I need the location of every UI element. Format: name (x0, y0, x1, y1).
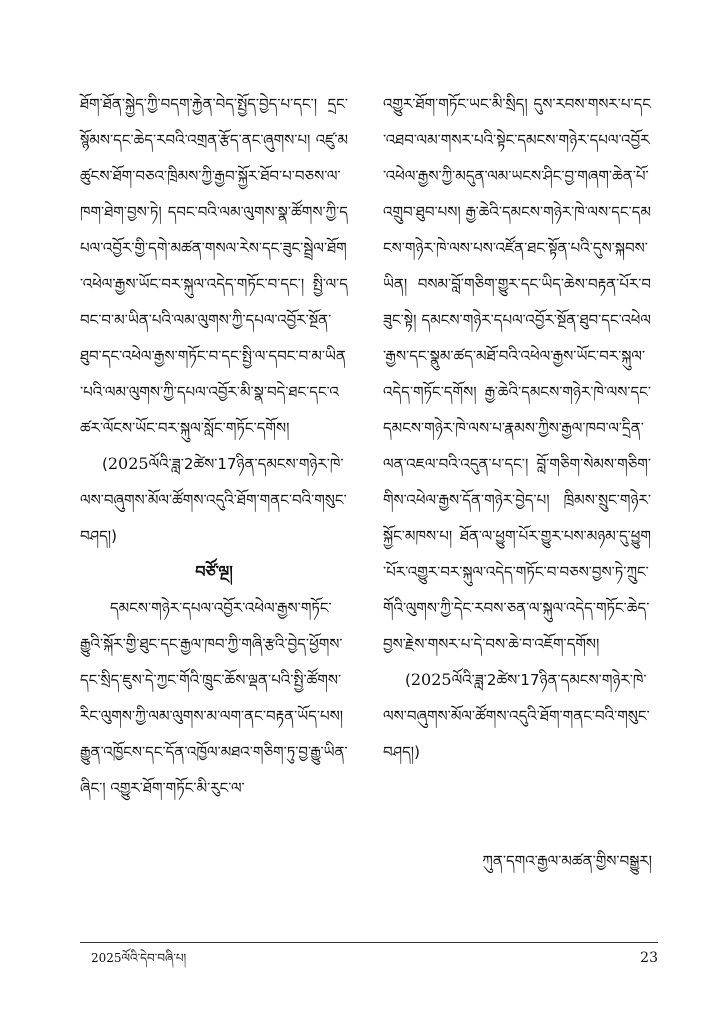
right-column (383, 86, 651, 770)
left-column (80, 86, 348, 806)
footer-divider (80, 942, 658, 943)
left-note-text: ལོའི་ཟླ་2ཚེས་17ཉིན་དམངས་གཉེར་ཁེ་ལས་བཞུགས་མོལ་ཚོགས་འདུའི་ཐོག་གནང་བའི་གསུང་བཤད།) (80, 455, 347, 545)
section-heading: བཙོ་ལྔ། (195, 562, 233, 581)
right-paragraph-1: འགྱུར་ཐོག་གཏོང་ཡང་མི་སྲིད། དུས་རབས་གསར་པ་དང་འཐབ་ལམ་གསར་པའི་སྟེང་དམངས་གཉེར་དཔལ་འབྱོར་འཕེལ་རྒྱས་ཀྱི་མདུན་ལམ་ཡངས་ཤིང་བྱ་གཞག་ཆེན་པོ་འགྲུབ་ཐུབ་པས། རྒྱ་ཆེའི་དམངས་གཉེར་ཁེ་ལས་དང་དམངས་གཉེར་ཁེ་ལས་པས་འཛོན་ཐང་སྟོན་པའི་དུས་སྐབས་ཡིན། བསམ་བློ་གཅིག་གྱུར་དང་ཡིད་ཆེས་བརྟན་པོར་བཟུང་སྟེ། དམངས་གཉེར་དཔལ་འབྱོར་སྔོན་ཐུབ་དང་འཕེལ་རྒྱས་དང་སྣུམ་ཚད་མཐོ་བའི་འཕེལ་རྒྱས་ཡོང་བར་སྐུལ་འདེད་གཏོང་དགོས། རྒྱ་ཆེའི་དམངས་གཉེར་ཁེ་ལས་དང་དམངས་གཉེར་ཁེ་ལས་པ་རྣམས་ཀྱིས་རྒྱལ་ཁབ་ལ་དྲིན་ལན་འཇལ་བའི་འདུན་པ་དང་། བློ་གཅིག་སེམས་གཅིག་གིས་འཕེལ་རྒྱས་དོན་གཉེར་བྱེད་པ། ཁྲིམས་སྲུང་གཉེར་སྐྱོང་མཁས་པ། ཐོན་ལ་ཕྱུག་པོར་གྱུར་པས་མཉམ་དུ་ཕྱུག་པོར་འགྱུར་བར་སྐུལ་འདེད་གཏོང་བ་བཅས་བྱས་ཏེ་ཀྲུང་གོའི་ལུགས་ཀྱི་དེང་རབས་ཅན་ལ་སྐུལ་འདེད་གཏོང་ཆེད་བྱས་རྗེས་གསར་པ་དེ་བས་ཆེ་བ་འཇོག་དགོས། (383, 95, 651, 653)
footer-issue: 2025ལོའི་དེབ་བཞི་པ། (91, 951, 187, 965)
translator-signature: ཀུན་དགའ་རྒྱལ་མཚན་གྱིས་བསྒྱུར། (482, 852, 652, 870)
left-source-note: (2025ལོའི་ཟླ་2ཚེས་17ཉིན་དམངས་གཉེར་ཁེ་ལས་བཞུགས་མོལ་ཚོགས་འདུའི་ཐོག་གནང་བའི་གསུང་བཤད།) (80, 454, 347, 545)
right-source-note: (2025ལོའི་ཟླ་2ཚེས་17ཉིན་དམངས་གཉེར་ཁེ་ལས་བཞུགས་མོལ་ཚོགས་འདུའི་ཐོག་གནང་བའི་གསུང་བཤད།) (383, 670, 650, 761)
page-number: 23 (640, 950, 658, 966)
right-note-year: 2025 (410, 670, 452, 689)
left-paragraph-1: ཐོག་ཐོན་སྐྱེད་ཀྱི་བདག་རྐྱེན་བེད་སྤྱོད་བྱེད་པ་དང་། དྲང་སྙོམས་དང་ཆེད་རབའི་འགྲན་རྩོད་ནང་ཞུགས་པ། འཛུ་མཚུངས་ཐོག་བཅའ་ཁྲིམས་ཀྱི་རྒྱབ་སྐྱོར་ཐོབ་པ་བཅས་ལ་ཁག་ཐེག་བྱས་ཏེ། དབང་བའི་ལམ་ལུགས་སྣ་ཚོགས་ཀྱི་དཔལ་འབྱོར་གྱི་དགེ་མཚན་གསལ་རེས་དང་ཟུང་སྦྲེལ་ཐོག་འཕེལ་རྒྱས་ཡོང་བར་སྐུལ་འདེད་གཏོང་བ་དང་། སྤྱི་ལ་དབང་བ་མ་ཡིན་པའི་ལམ་ལུགས་ཀྱི་དཔལ་འབྱོར་སྔོན་ཐུབ་དང་འཕེལ་རྒྱས་གཏོང་བ་དང་སྤྱི་ལ་དབང་བ་མ་ཡིན་པའི་ལམ་ལུགས་ཀྱི་དཔལ་འབྱོར་མི་སྣ་བདེ་ཐང་དང་འཚར་ལོངས་ཡོང་བར་སྐུལ་སློང་གཏོང་དགོས། (80, 95, 348, 437)
left-note-year: 2025 (107, 454, 149, 473)
left-paragraph-2: དམངས་གཉེར་དཔལ་འབྱོར་འཕེལ་རྒྱས་གཏོང་རྒྱུའི་སྐོར་གྱི་ཐུང་དང་རྒྱལ་ཁབ་ཀྱི་གཞི་རྩའི་བྱེད་ཕྱོགས་དང་སྲིད་ཇུས་དེ་ཀྱང་གོའི་ཁྲུང་ཆོས་ལྡན་པའི་སྤྱི་ཚོགས་རིང་ལུགས་ཀྱི་ལམ་ལུགས་མ་ལག་ནང་བརྟན་ཡོད་པས། རྒྱུན་འཁྱོངས་དང་དོན་འཁྱོལ་མཐའ་གཅིག་ཏུ་བྱ་རྒྱུ་ཡིན་ཞིང་། འགྱུར་ཐོག་གཏོང་མི་རུང་ལ་ (80, 599, 348, 797)
right-note-text: ལོའི་ཟླ་2ཚེས་17ཉིན་དམངས་གཉེར་ཁེ་ལས་བཞུགས་མོལ་ཚོགས་འདུའི་ཐོག་གནང་བའི་གསུང་བཤད།) (383, 671, 650, 761)
